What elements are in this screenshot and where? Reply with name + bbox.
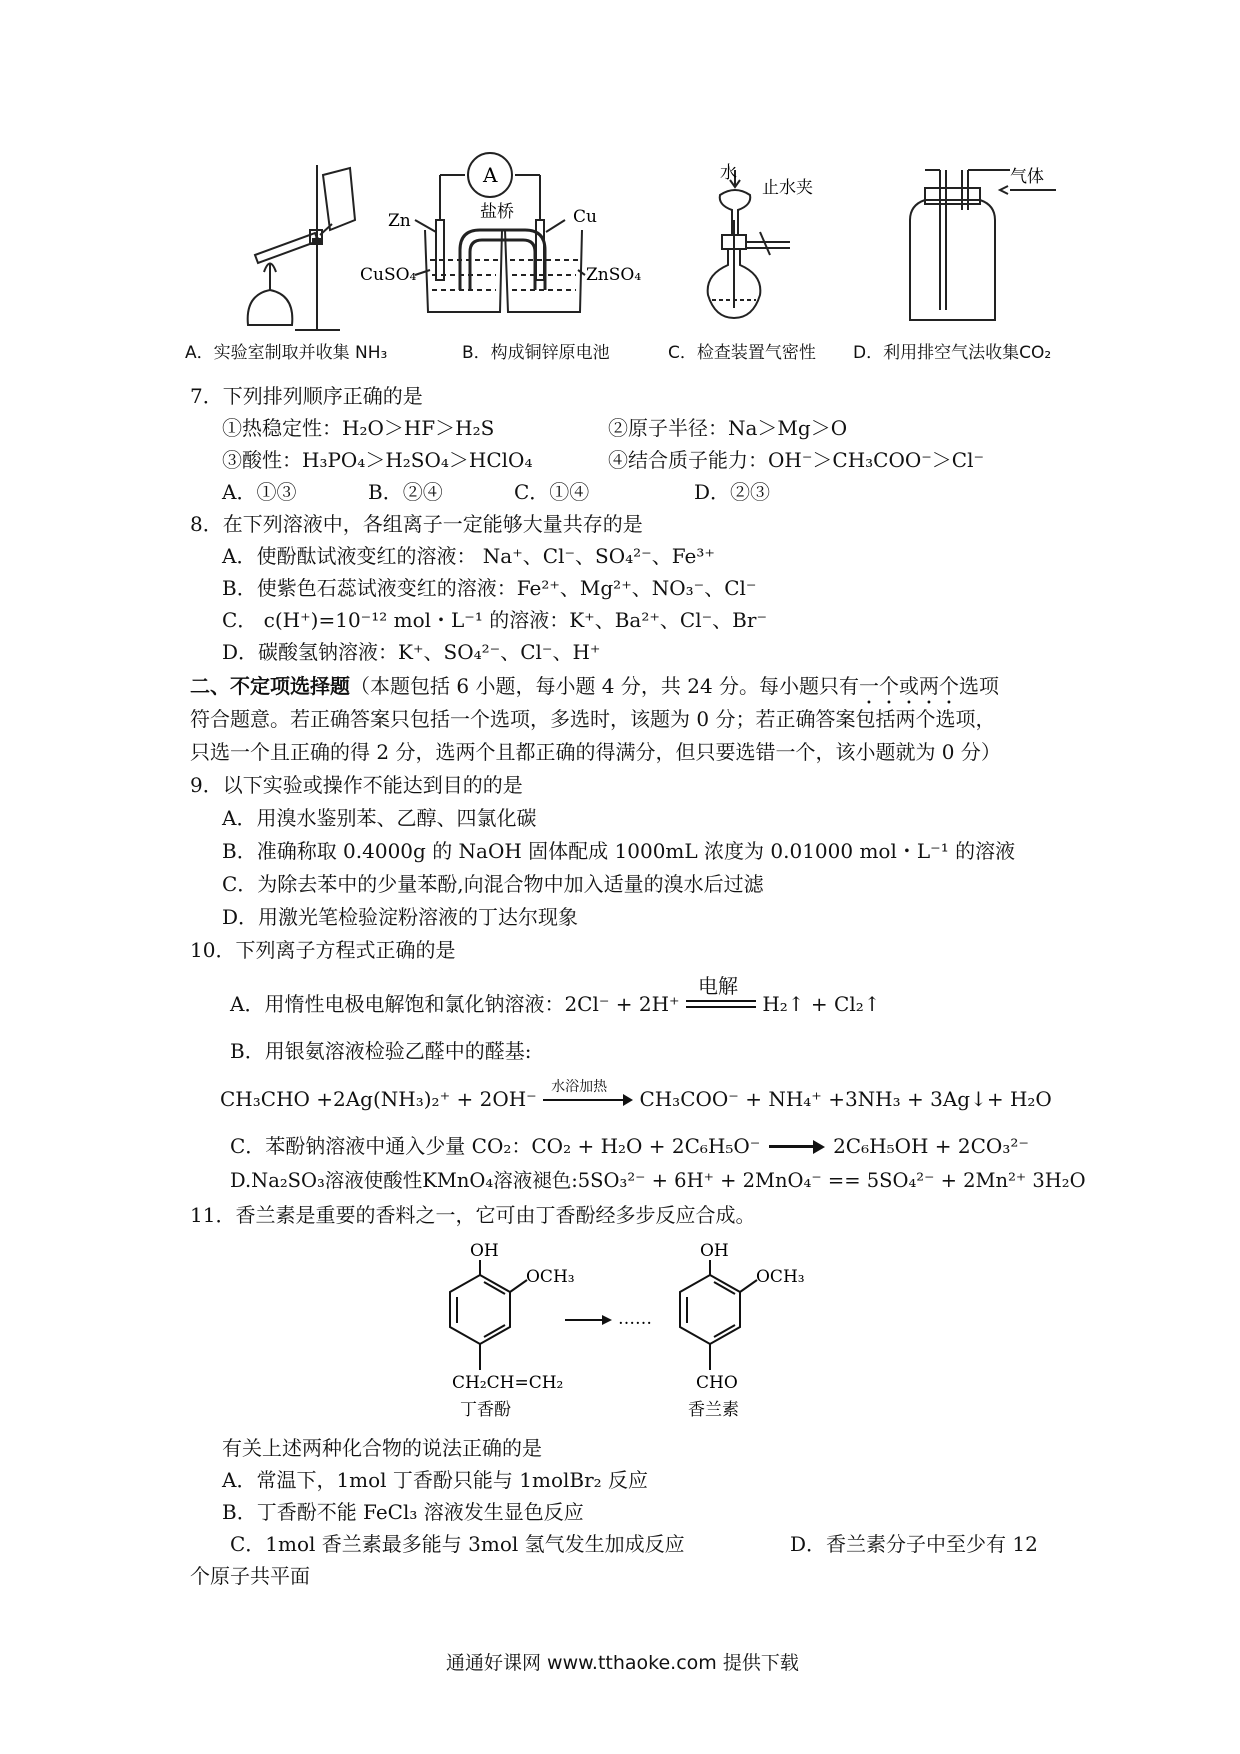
q7-item-3: ③酸性：H₃PO₄＞H₂SO₄＞HClO₄ bbox=[222, 448, 533, 472]
q11-structures bbox=[430, 1240, 830, 1420]
q11-option-d-cont: 个原子共平面 bbox=[190, 1564, 310, 1588]
q7-item-4: ④结合质子能力：OH⁻＞CH₃COO⁻＞Cl⁻ bbox=[608, 448, 985, 472]
arrow-head bbox=[623, 1094, 633, 1106]
q7-item-2: ②原子半径：Na＞Mg＞O bbox=[608, 416, 848, 440]
q7-option-c: C．①④ bbox=[514, 480, 590, 504]
q8-option-d: D．碳酸氢钠溶液：K⁺、SO₄²⁻、Cl⁻、H⁺ bbox=[222, 640, 601, 664]
q9-option-b: B．准确称取 0.4000g 的 NaOH 固体配成 1000mL 浓度为 0.01000 mol・L⁻¹ 的溶液 bbox=[222, 839, 1016, 863]
cuso4-label: CuSO₄ bbox=[360, 265, 417, 285]
figure-c-airtightness bbox=[700, 160, 820, 330]
section2-intro: （本题包括 6 小题，每小题 4 分，共 24 分。每小题只有 bbox=[350, 674, 860, 698]
synthesis-arrow-head bbox=[602, 1315, 612, 1325]
vanillin-och3: OCH₃ bbox=[756, 1267, 805, 1287]
section2-line1 bbox=[190, 672, 999, 709]
section2-emphasis: 一个或两个 bbox=[859, 674, 960, 698]
figure-d-gas-bottle bbox=[880, 160, 1060, 330]
q10-a-rhs: H₂↑ + Cl₂↑ bbox=[762, 992, 881, 1016]
q11-option-c: C．1mol 香兰素最多能与 3mol 氢气发生加成反应 bbox=[230, 1532, 685, 1556]
electrolysis-label: 电解 bbox=[697, 974, 738, 998]
q8-option-b: B．使紫色石蕊试液变红的溶液：Fe²⁺、Mg²⁺、NO₃⁻、Cl⁻ bbox=[222, 576, 757, 600]
eugenol-substituent: CH₂CH=CH₂ bbox=[452, 1373, 564, 1393]
gas-label: 气体 bbox=[1010, 167, 1044, 187]
q10-option-d: D.Na₂SO₃溶液使酸性KMnO₄溶液褪色:5SO₃²⁻ + 6H⁺ + 2MnO₄⁻ == 5SO₄²⁻ + 2Mn²⁺ 3H₂O bbox=[230, 1169, 1086, 1192]
q10-a-condition bbox=[686, 974, 756, 1018]
eugenol-name: 丁香酚 bbox=[460, 1400, 511, 1420]
clamp-label: 止水夹 bbox=[762, 178, 813, 198]
vanillin-ring bbox=[680, 1260, 757, 1370]
vanillin-oh: OH bbox=[700, 1241, 729, 1261]
q9-option-c: C．为除去苯中的少量苯酚,向混合物中加入适量的溴水后过滤 bbox=[222, 872, 764, 896]
zn-label: Zn bbox=[388, 211, 411, 231]
q10-b-lhs: CH₃CHO +2Ag(NH₃)₂⁺ + 2OH⁻ bbox=[220, 1087, 537, 1111]
q10-stem: 10．下列离子方程式正确的是 bbox=[190, 938, 456, 962]
figure-b-galvanic-cell bbox=[360, 160, 690, 320]
eugenol-ring bbox=[450, 1260, 527, 1370]
q8-option-a: A．使酚酞试液变红的溶液： Na⁺、Cl⁻、SO₄²⁻、Fe³⁺ bbox=[222, 544, 715, 568]
q10-c-lhs: C．苯酚钠溶液中通入少量 CO₂：CO₂ + H₂O + 2C₆H₅O⁻ bbox=[230, 1134, 761, 1158]
section2-line2: 符合题意。若正确答案只包括一个选项，多选时，该题为 0 分；若正确答案包括两个选项， bbox=[190, 707, 996, 731]
section2-line1-end: 选项 bbox=[959, 674, 1000, 698]
q10-c-rhs: 2C₆H₅OH + 2CO₃²⁻ bbox=[833, 1134, 1029, 1158]
znso4-label: ZnSO₄ bbox=[586, 265, 642, 285]
section2-heading: 二、不定项选择题 bbox=[190, 674, 350, 698]
figure-b-caption: B．构成铜锌原电池 bbox=[462, 343, 610, 363]
q7-item-1: ①热稳定性：H₂O＞HF＞H₂S bbox=[222, 416, 495, 440]
q7-option-b: B．②④ bbox=[368, 480, 443, 504]
vanillin-substituent: CHO bbox=[696, 1373, 738, 1393]
figure-a-caption: A．实验室制取并收集 NH₃ bbox=[185, 343, 388, 363]
q10-b-rhs: CH₃COO⁻ + NH₄⁺ +3NH₃ + 3Ag↓+ H₂O bbox=[639, 1087, 1052, 1111]
eugenol-och3: OCH₃ bbox=[526, 1267, 575, 1287]
section2-line3: 只选一个且正确的得 2 分，选两个且都正确的得满分，但只要选错一个，该小题就为 0 分） bbox=[190, 740, 1001, 764]
q10-b-equation bbox=[220, 1079, 1052, 1113]
eugenol-oh: OH bbox=[470, 1241, 499, 1261]
reaction-arrow bbox=[769, 1145, 817, 1148]
ammeter-label: A bbox=[483, 163, 498, 187]
figure-a-nh3-apparatus bbox=[240, 160, 390, 340]
q8-option-c: C． c(H⁺)=10⁻¹² mol・L⁻¹ 的溶液：K⁺、Ba²⁺、Cl⁻、Br⁻ bbox=[222, 608, 767, 632]
reaction-arrow bbox=[543, 1099, 627, 1101]
q10-option-c bbox=[230, 1132, 1029, 1160]
q9-option-a: A．用溴水鉴别苯、乙醇、四氯化碳 bbox=[222, 806, 537, 830]
vanillin-name: 香兰素 bbox=[688, 1400, 739, 1420]
arrow-head bbox=[813, 1140, 825, 1154]
q8-stem: 8．在下列溶液中，各组离子一定能够大量共存的是 bbox=[190, 512, 643, 536]
footer-source: 通通好课网 www.tthaoke.com 提供下载 bbox=[446, 1652, 799, 1674]
q11-question: 有关上述两种化合物的说法正确的是 bbox=[222, 1436, 542, 1460]
q11-stem: 11．香兰素是重要的香料之一，它可由丁香酚经多步反应合成。 bbox=[190, 1203, 756, 1227]
q10-a-lhs: A．用惰性电极电解饱和氯化钠溶液：2Cl⁻ + 2H⁺ bbox=[230, 992, 680, 1016]
q11-option-a: A．常温下，1mol 丁香酚只能与 1molBr₂ 反应 bbox=[222, 1468, 649, 1492]
figure-c-caption: C．检查装置气密性 bbox=[668, 343, 816, 363]
water-label: 水 bbox=[720, 163, 737, 183]
salt-bridge-label: 盐桥 bbox=[480, 202, 514, 222]
q10-c-arrow bbox=[767, 1132, 827, 1160]
double-line-arrow bbox=[686, 1000, 756, 1008]
q9-option-d: D．用激光笔检验淀粉溶液的丁达尔现象 bbox=[222, 905, 579, 929]
cu-label: Cu bbox=[573, 207, 597, 227]
q10-option-b: B．用银氨溶液检验乙醛中的醛基: bbox=[230, 1039, 532, 1063]
q9-stem: 9．以下实验或操作不能达到目的的是 bbox=[190, 773, 523, 797]
q7-option-d: D．②③ bbox=[694, 480, 771, 504]
q10-b-condition bbox=[543, 1079, 633, 1113]
water-bath-label: 水浴加热 bbox=[551, 1079, 608, 1095]
figure-d-caption: D．利用排空气法收集CO₂ bbox=[853, 343, 1052, 363]
q11-option-d: D．香兰素分子中至少有 12 bbox=[790, 1532, 1038, 1556]
q11-option-b: B．丁香酚不能 FeCl₃ 溶液发生显色反应 bbox=[222, 1500, 584, 1524]
synthesis-dots: …… bbox=[618, 1309, 652, 1329]
q10-option-a bbox=[230, 974, 881, 1018]
q7-option-a: A．①③ bbox=[222, 480, 297, 504]
q7-stem: 7．下列排列顺序正确的是 bbox=[190, 384, 423, 408]
